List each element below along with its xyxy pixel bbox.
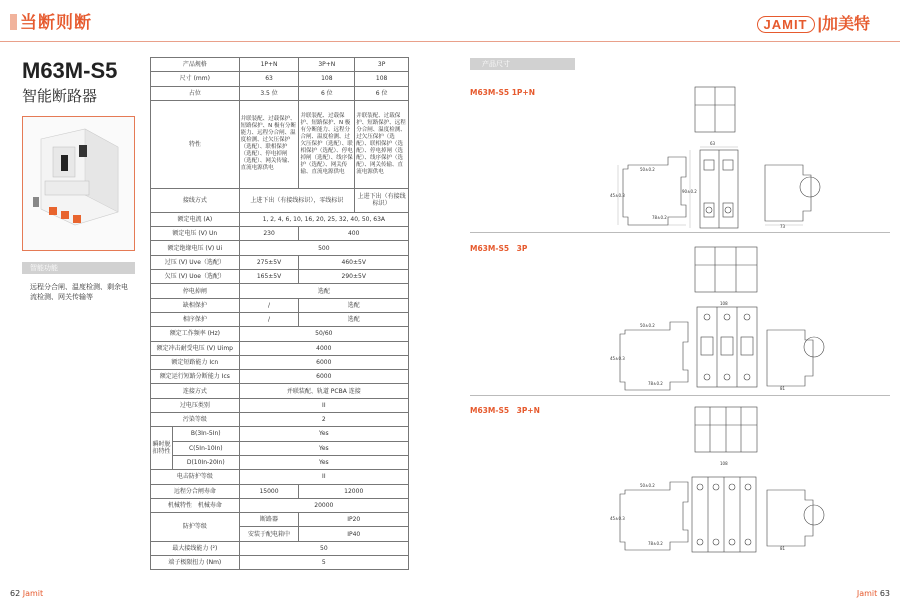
table-cell: 1, 2, 4, 6, 10, 16, 20, 25, 32, 40, 50, 63A bbox=[239, 212, 408, 226]
table-cell: 400 bbox=[299, 227, 409, 241]
table-row bbox=[151, 413, 409, 427]
table-cell: 4000 bbox=[239, 341, 408, 355]
table-row bbox=[151, 341, 409, 355]
table-cell: 产品规格 bbox=[151, 58, 240, 72]
drawing-3p bbox=[600, 245, 870, 395]
table-row bbox=[151, 327, 409, 341]
svg-text:78±0.2: 78±0.2 bbox=[648, 541, 663, 546]
features-text: 远程分合闸、温度检测、剩余电流检测、网关传输等 bbox=[30, 283, 128, 301]
table-cell: B(3In-5In) bbox=[172, 427, 239, 441]
svg-text:50±0.2: 50±0.2 bbox=[640, 167, 655, 172]
table-row bbox=[151, 284, 409, 298]
table-row bbox=[151, 484, 409, 498]
table-cell: 上进下出（有接线标识） bbox=[355, 188, 409, 212]
table-row bbox=[151, 455, 409, 469]
table-cell: IP40 bbox=[299, 527, 409, 541]
table-row bbox=[151, 255, 409, 269]
header-divider bbox=[0, 41, 900, 42]
table-cell: 6000 bbox=[239, 370, 408, 384]
table-cell: 15000 bbox=[239, 484, 299, 498]
table-row bbox=[151, 270, 409, 284]
table-row bbox=[151, 72, 409, 86]
page-header bbox=[0, 0, 900, 42]
dimensions-tag: 产品尺寸 bbox=[470, 58, 575, 70]
page-number-left: 62 bbox=[10, 589, 21, 598]
page-number-right: 63 bbox=[879, 589, 890, 598]
table-cell: 并联装配、过载保护、短路保护、远程分合闸、温度检测、过欠压保护（选配）、联相保护（选配）、停电掉闸（选配）、线序保护（选配）、网关传输、直流电源供电 bbox=[355, 100, 409, 188]
table-cell: 230 bbox=[239, 227, 299, 241]
table-cell: 尺寸 (mm) bbox=[151, 72, 240, 86]
svg-text:81: 81 bbox=[780, 386, 786, 391]
table-cell: 端子极限扭力 (Nm) bbox=[151, 556, 240, 570]
table-row bbox=[151, 298, 409, 312]
table-row bbox=[151, 86, 409, 100]
table-cell: 机械特性 机械寿命 bbox=[151, 498, 240, 512]
footer-brand-right: Jamit bbox=[856, 589, 878, 598]
table-cell: 瞬时脱扣特性 bbox=[151, 427, 173, 470]
footer-brand-left: Jamit bbox=[22, 589, 44, 598]
footer-left bbox=[10, 589, 43, 598]
table-cell: 额定冲击耐受电压 (V) Uimp bbox=[151, 341, 240, 355]
table-cell: 并联装配、轨道 PCBA 连接 bbox=[239, 384, 408, 398]
table-row bbox=[151, 441, 409, 455]
table-row bbox=[151, 556, 409, 570]
table-row bbox=[151, 498, 409, 512]
table-cell: 缺相保护 bbox=[151, 298, 240, 312]
table-cell: 5 bbox=[239, 556, 408, 570]
svg-text:50±0.2: 50±0.2 bbox=[640, 483, 655, 488]
table-cell: 额定电流 (A) bbox=[151, 212, 240, 226]
table-row bbox=[151, 427, 409, 441]
variant-3p-title: M63M-S5 3P bbox=[470, 244, 528, 253]
table-cell: 500 bbox=[239, 241, 408, 255]
table-cell: / bbox=[239, 298, 299, 312]
table-cell: 20000 bbox=[239, 498, 408, 512]
table-cell: 165±5V bbox=[239, 270, 299, 284]
table-cell: 选配 bbox=[299, 298, 409, 312]
table-cell: 欠压 (V) Uoe（选配） bbox=[151, 270, 240, 284]
variant-3p-n-title: M63M-S5 3P+N bbox=[470, 406, 540, 415]
svg-text:78±0.2: 78±0.2 bbox=[652, 215, 667, 220]
table-row bbox=[151, 513, 409, 527]
table-cell: 占位 bbox=[151, 86, 240, 100]
svg-text:45±0.3: 45±0.3 bbox=[610, 193, 625, 198]
table-cell: 电击防护等级 bbox=[151, 470, 240, 484]
svg-text:45±0.3: 45±0.3 bbox=[610, 356, 625, 361]
table-row bbox=[151, 227, 409, 241]
section-divider bbox=[470, 232, 890, 233]
table-cell: 额定绝缘电压 (V) Ui bbox=[151, 241, 240, 255]
table-cell: 63 bbox=[239, 72, 299, 86]
brand-logo: JAMIT |加美特 bbox=[757, 11, 871, 34]
table-cell: 3P bbox=[355, 58, 409, 72]
table-row bbox=[151, 370, 409, 384]
table-cell: 断路器 bbox=[239, 513, 299, 527]
table-cell: 50/60 bbox=[239, 327, 408, 341]
table-cell: 选配 bbox=[239, 284, 408, 298]
table-row bbox=[151, 58, 409, 72]
table-row bbox=[151, 100, 409, 188]
svg-text:50±0.2: 50±0.2 bbox=[640, 323, 655, 328]
table-row bbox=[151, 541, 409, 555]
brand-name: 加美特 bbox=[821, 16, 870, 33]
table-cell: 过压 (V) Uve（选配） bbox=[151, 255, 240, 269]
table-cell: 过电压类别 bbox=[151, 398, 240, 412]
table-row bbox=[151, 398, 409, 412]
svg-text:78±0.2: 78±0.2 bbox=[648, 381, 663, 386]
table-cell: 12000 bbox=[299, 484, 409, 498]
table-cell: 最大接线能力 (²) bbox=[151, 541, 240, 555]
table-cell: 460±5V bbox=[299, 255, 409, 269]
table-cell: 3.5 位 bbox=[239, 86, 299, 100]
table-cell: 远程分合闸寿命 bbox=[151, 484, 240, 498]
table-cell: 6000 bbox=[239, 355, 408, 369]
table-cell: 额定短路能力 Icn bbox=[151, 355, 240, 369]
table-cell: 防护等级 bbox=[151, 513, 240, 542]
table-cell: 污染等级 bbox=[151, 413, 240, 427]
table-cell: / bbox=[239, 312, 299, 326]
table-row bbox=[151, 384, 409, 398]
table-cell: 额定工作频率 (Hz) bbox=[151, 327, 240, 341]
table-cell: 连接方式 bbox=[151, 384, 240, 398]
table-cell: C(5In-10In) bbox=[172, 441, 239, 455]
features-tag: 智能功能 bbox=[22, 262, 135, 274]
table-cell: 特性 bbox=[151, 100, 240, 188]
svg-text:108: 108 bbox=[720, 461, 728, 466]
svg-text:45±0.3: 45±0.3 bbox=[610, 516, 625, 521]
table-cell: 额定运行短路分断能力 Ics bbox=[151, 370, 240, 384]
table-cell: Yes bbox=[239, 455, 408, 469]
table-cell: 并联装配、过载保护、短路保护、N 极有分断能力、远程分合闸、温度检测、过欠压保护（选配）、联相保护（选配）、停电掉闸（选配）、网关传输、直流电源供电 bbox=[239, 100, 299, 188]
table-cell: 上进下出（有接线标识），零线标识 bbox=[239, 188, 355, 212]
table-cell: 并联装配、过载保护、短路保护、N 极有分断能力、远程分合闸、温度检测、过欠压保护（选配）、联相保护（选配）、停电掉闸（选配）、线序保护（选配）、网关传输、直流电源供电 bbox=[299, 100, 355, 188]
table-cell: 安装于配电箱中 bbox=[239, 527, 299, 541]
table-cell: 额定电压 (V) Un bbox=[151, 227, 240, 241]
header-slogan bbox=[10, 8, 92, 33]
table-cell: 108 bbox=[299, 72, 355, 86]
table-cell: 1P+N bbox=[239, 58, 299, 72]
variant-1p-n-title: M63M-S5 1P+N bbox=[470, 88, 535, 97]
table-row bbox=[151, 188, 409, 212]
drawing-1p-n bbox=[600, 85, 870, 230]
brand-logo-mark: JAMIT bbox=[757, 16, 815, 33]
table-row bbox=[151, 470, 409, 484]
table-cell: 相序保护 bbox=[151, 312, 240, 326]
table-cell: 6 位 bbox=[355, 86, 409, 100]
table-cell: 3P+N bbox=[299, 58, 355, 72]
table-row bbox=[151, 212, 409, 226]
table-cell: 接线方式 bbox=[151, 188, 240, 212]
footer-right bbox=[857, 589, 890, 598]
table-cell: IP20 bbox=[299, 513, 409, 527]
svg-text:63: 63 bbox=[710, 141, 716, 146]
table-cell: 选配 bbox=[299, 312, 409, 326]
table-cell: 6 位 bbox=[299, 86, 355, 100]
table-cell: 108 bbox=[355, 72, 409, 86]
table-cell: 50 bbox=[239, 541, 408, 555]
table-cell: 停电掉闸 bbox=[151, 284, 240, 298]
table-row bbox=[151, 241, 409, 255]
table-cell: Yes bbox=[239, 427, 408, 441]
svg-text:108: 108 bbox=[720, 301, 728, 306]
product-photo bbox=[22, 116, 135, 251]
table-cell: 275±5V bbox=[239, 255, 299, 269]
spec-table bbox=[150, 57, 409, 570]
table-cell: D(10In-20In) bbox=[172, 455, 239, 469]
table-cell: 2 bbox=[239, 413, 408, 427]
drawing-3p-n bbox=[600, 405, 870, 555]
table-cell: II bbox=[239, 398, 408, 412]
table-cell: II bbox=[239, 470, 408, 484]
slogan-mark bbox=[10, 14, 17, 30]
svg-text:90±0.2: 90±0.2 bbox=[682, 189, 697, 194]
slogan-text: 当断则断 bbox=[20, 13, 92, 33]
table-row bbox=[151, 355, 409, 369]
section-divider bbox=[470, 395, 890, 396]
table-cell: 290±5V bbox=[299, 270, 409, 284]
svg-text:81: 81 bbox=[780, 546, 786, 551]
product-subtitle: 智能断路器 bbox=[22, 87, 98, 105]
svg-text:73: 73 bbox=[780, 224, 786, 229]
table-row bbox=[151, 312, 409, 326]
table-cell: Yes bbox=[239, 441, 408, 455]
product-model: M63M-S5 bbox=[22, 58, 118, 83]
